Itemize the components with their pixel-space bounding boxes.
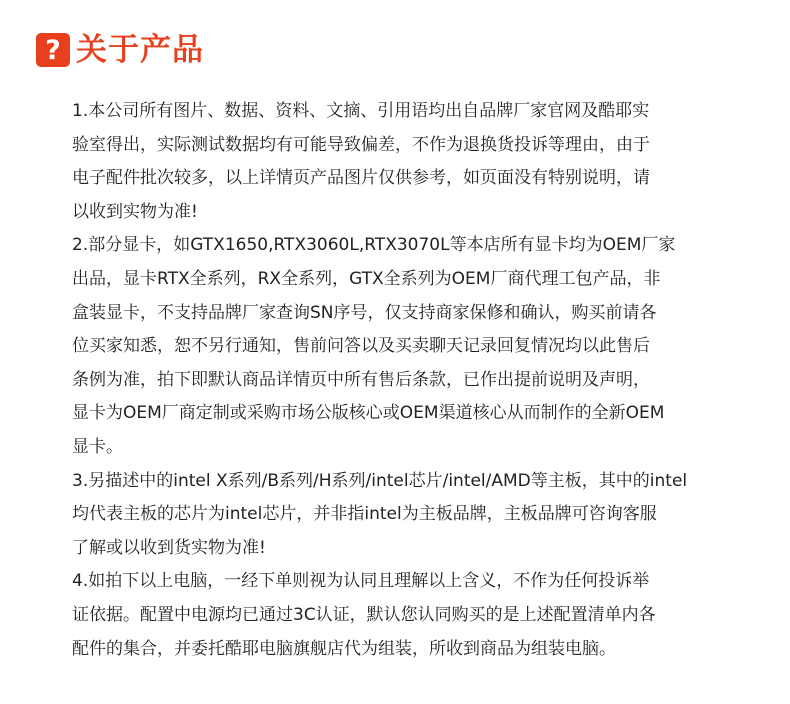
notice-line: 条例为准，拍下即默认商品详情页中所有售后条款，已作出提前说明及声明， (72, 369, 650, 390)
notice-line: 电子配件批次较多，以上详情页产品图片仅供参考，如页面没有特别说明，请 (72, 168, 650, 189)
notice-line: 2.部分显卡，如GTX1650,RTX3060L,RTX3070L等本店所有显卡均为OEM厂家 (72, 235, 676, 256)
notice-line: 验室得出，实际测试数据均有可能导致偏差，不作为退换货投诉等理由，由于 (72, 134, 650, 155)
notice-line: 位买家知悉，恕不另行通知，售前问答以及买卖聊天记录回复情况均以此售后 (72, 336, 650, 357)
notice-line: 显卡为OEM厂商定制或采购市场公版核心或OEM渠道核心从而制作的全新OEM (72, 403, 665, 424)
notice-line: 了解或以收到货实物为准! (72, 537, 266, 558)
notice-line: 显卡。 (72, 436, 123, 457)
notice-line: 配件的集合，并委托酷耶电脑旗舰店代为组装，所收到商品为组装电脑。 (72, 638, 616, 659)
notice-line: 4.如拍下以上电脑，一经下单则视为认同且理解以上含义，不作为任何投诉举 (72, 571, 650, 592)
notice-line: 证依据。配置中电源均已通过3C认证，默认您认同购买的是上述配置清单内各 (72, 604, 656, 625)
product-notice-body (72, 95, 748, 666)
notice-line: 出品，显卡RTX全系列，RX全系列，GTX全系列为OEM厂商代理工包产品，非 (72, 268, 661, 289)
question-mark-icon: ? (36, 33, 70, 67)
section-header (36, 30, 204, 70)
notice-line: 均代表主板的芯片为intel芯片，并非指intel为主板品牌，主板品牌可咨询客服 (72, 504, 657, 525)
notice-line: 3.另描述中的intel X系列/B系列/H系列/intel芯片/intel/AMD等主板，其中的intel (72, 470, 688, 491)
notice-line: 1.本公司所有图片、数据、资料、文摘、引用语均出自品牌厂家官网及酷耶实 (72, 101, 650, 121)
notice-line: 盒装显卡，不支持品牌厂家查询SN序号，仅支持商家保修和确认，购买前请各 (72, 302, 657, 323)
section-title: 关于产品 (76, 32, 204, 68)
notice-line: 以收到实物为准! (72, 201, 198, 222)
